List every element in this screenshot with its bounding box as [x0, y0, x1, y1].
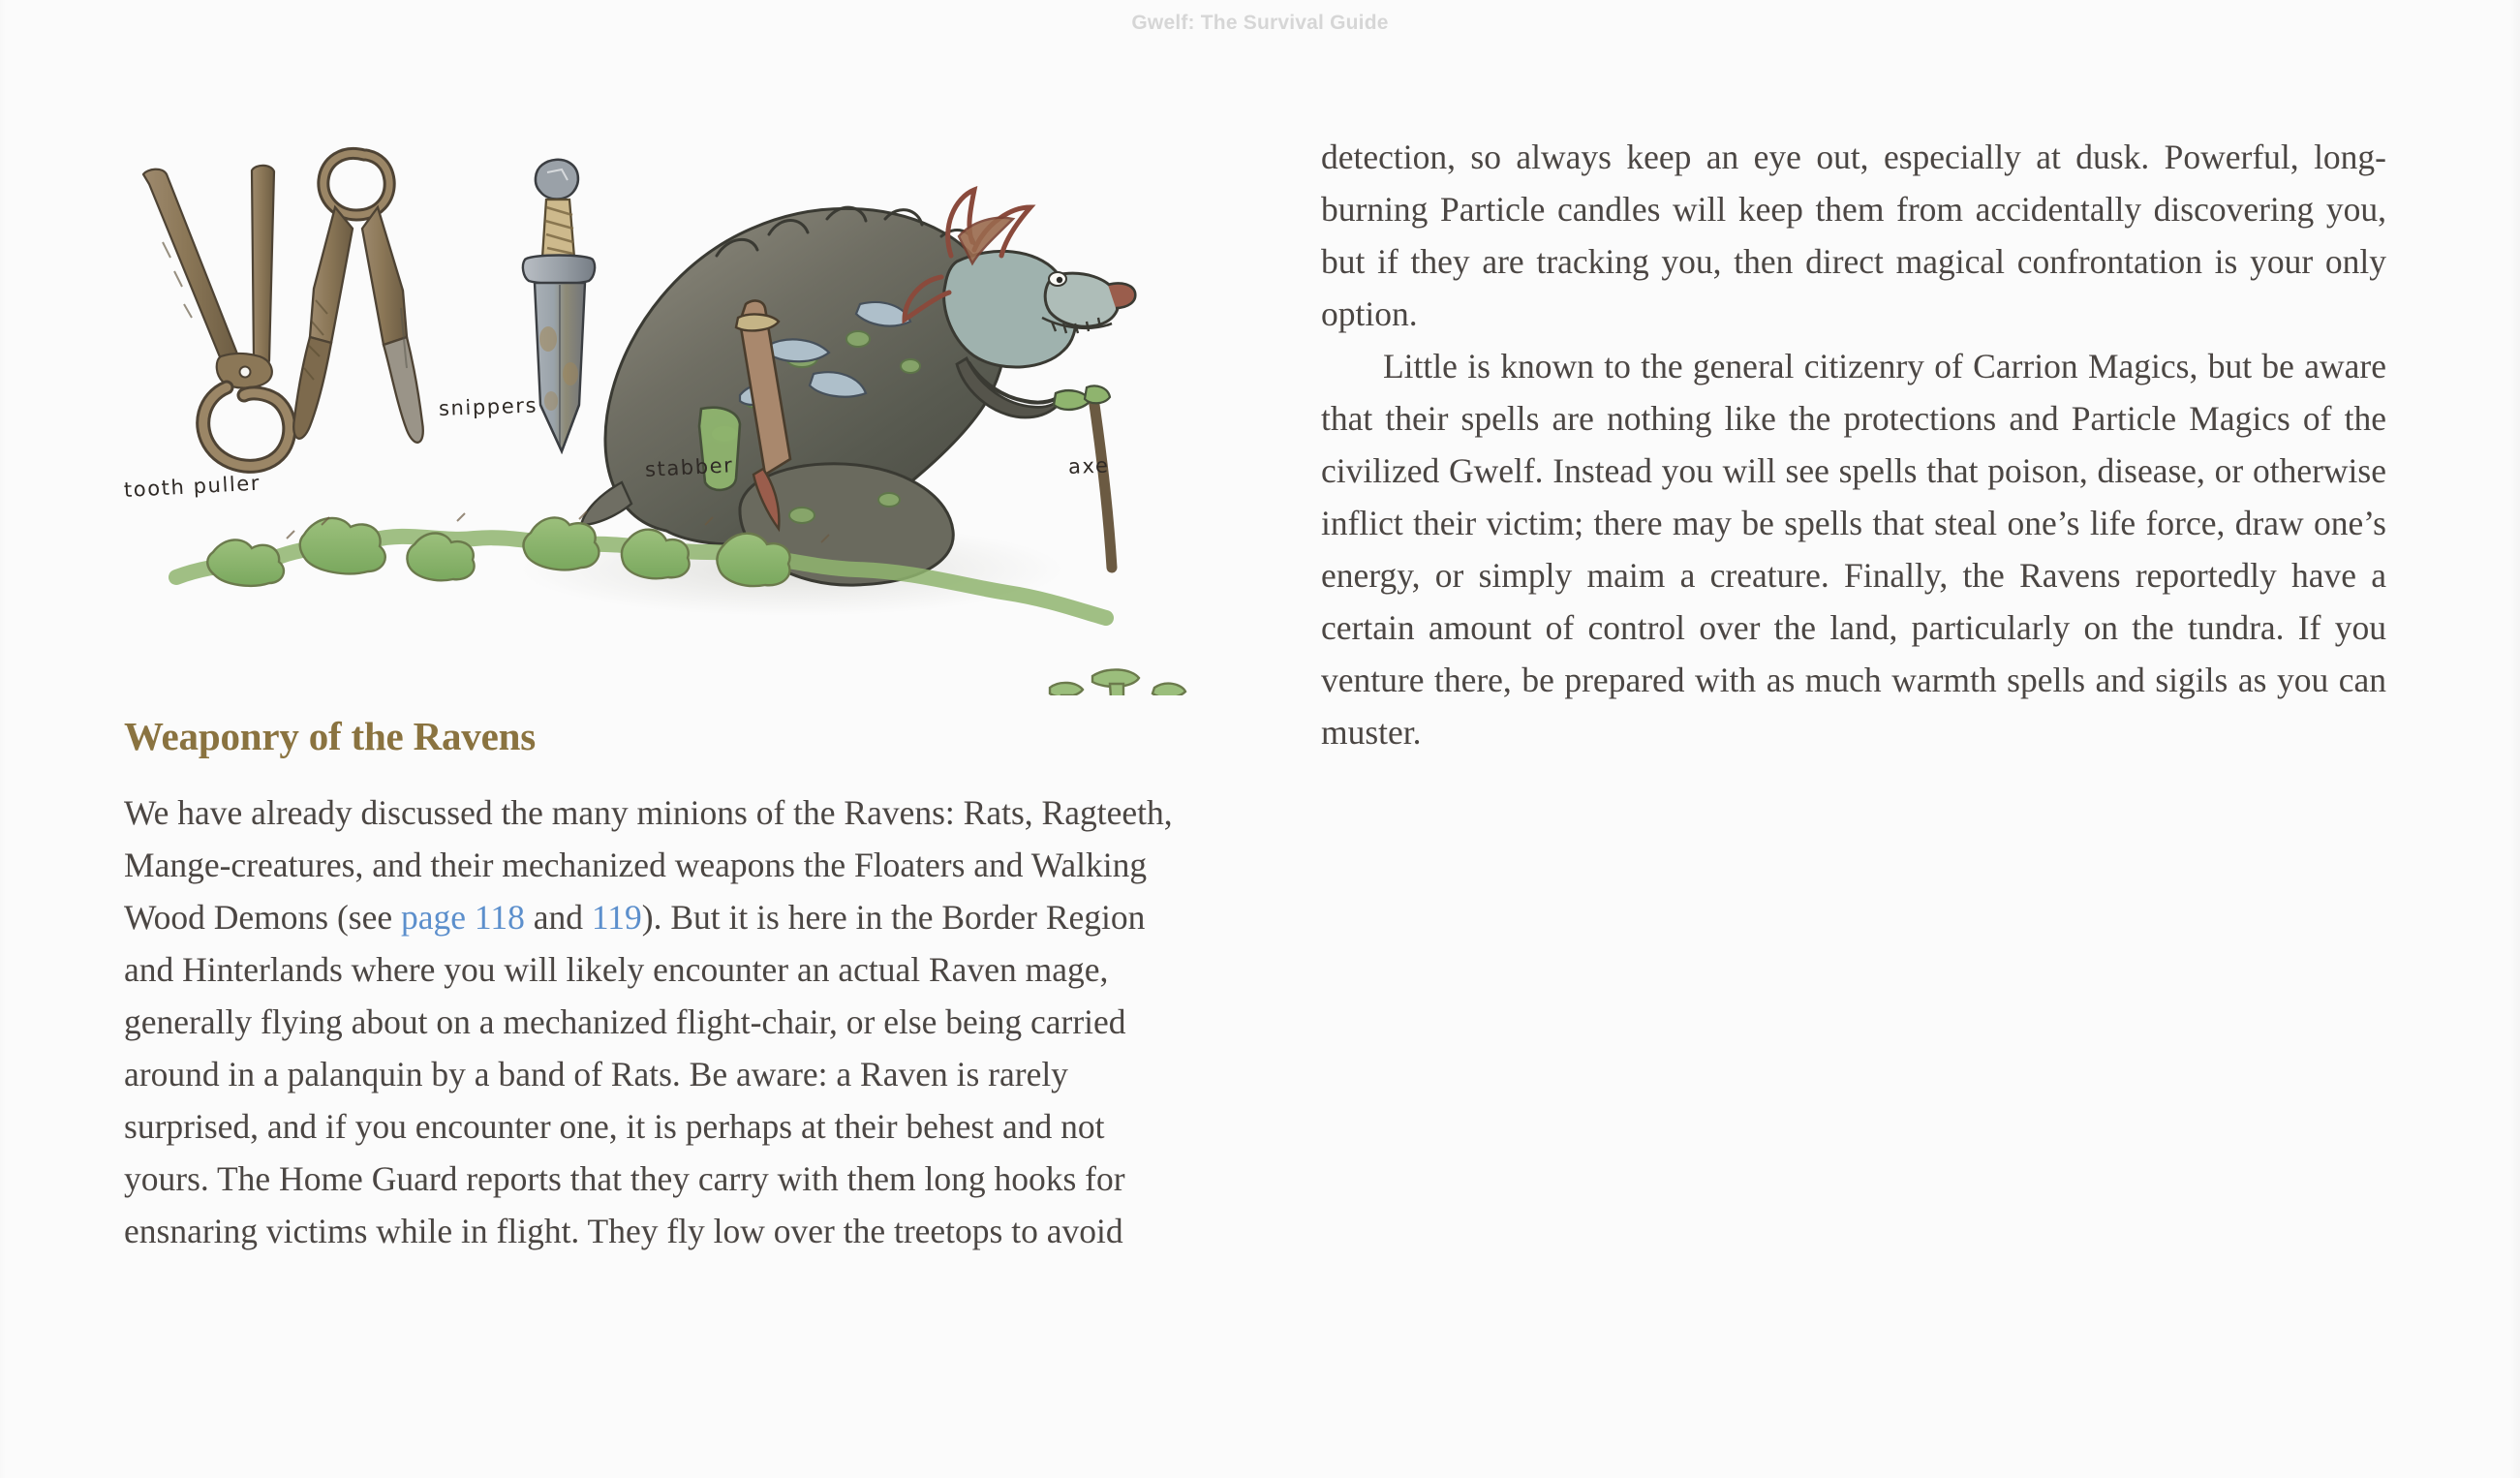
section-heading: Weaponry of the Ravens — [124, 714, 536, 758]
page-right-edge-shading — [2510, 0, 2520, 1478]
left-body-text-part-1: We have already discussed the many minions of the Ravens: Rats, Ragteeth, Mange-creatures, and their mechanized weapons the Floaters and Walking Wood Demons (see — [124, 793, 1173, 937]
right-column — [1321, 131, 2386, 758]
illustration-label-stabber: stabber — [644, 453, 734, 481]
page-reference-link-118[interactable]: page 118 — [401, 898, 525, 937]
right-column-body — [1321, 131, 2386, 758]
left-body-text-part-2: ). But it is here in the Border Region and Hinterlands where you will likely encounter an actual Raven mage, generally flying about on a mechanized flight-chair, or else being carried around in a palanquin by a band of Rats. Be aware: a Raven is rarely surprised, and if you encounter one, it is perhaps at their behest and not yours. The Home Guard reports that they carry with them long hooks for ensnaring victims while in flight. They fly low over the treetops to avoid — [124, 898, 1146, 1250]
page-reference-link-119[interactable]: 119 — [591, 898, 642, 937]
illustration-svg — [124, 114, 1194, 695]
running-head-title: Gwelf: The Survival Guide — [1131, 12, 1389, 34]
right-body-paragraph-1: detection, so always keep an eye out, especially at dusk. Powerful, long-burning Particle candles will keep them from accidentally discovering you, but if they are tracking you, then direct magical confrontation is your only option. — [1321, 138, 2386, 333]
illustration-label-tooth-puller: tooth puller — [123, 471, 261, 502]
weaponry-illustration — [124, 114, 1194, 695]
page-left-edge-shading — [0, 0, 6, 1478]
left-column-body — [124, 786, 1194, 1257]
left-column — [124, 114, 1194, 1257]
illustration-label-axe: axe — [1067, 453, 1110, 478]
right-body-paragraph-2: Little is known to the general citizenry of Carrion Magics, but be aware that their spells are nothing like the protections and Particle Magics of the civilized Gwelf. Instead you will see spells that poison, disease, or otherwise inflict their victim; there may be spells that steal one’s life force, draw one’s energy, or simply maim a creature. Finally, the Ravens reportedly have a certain amount of control over the land, particularly on the tundra. If you venture there, be prepared with as much warmth spells and sigils as you can muster. — [1321, 347, 2386, 752]
left-body-paragraph — [124, 786, 1194, 1257]
mushroom-cluster — [1050, 669, 1185, 695]
tooth-puller-illustration — [143, 166, 290, 466]
illustration-label-snippers: snippers — [438, 393, 538, 420]
left-body-between-links: and — [524, 898, 592, 937]
snippers-illustration — [293, 153, 423, 442]
